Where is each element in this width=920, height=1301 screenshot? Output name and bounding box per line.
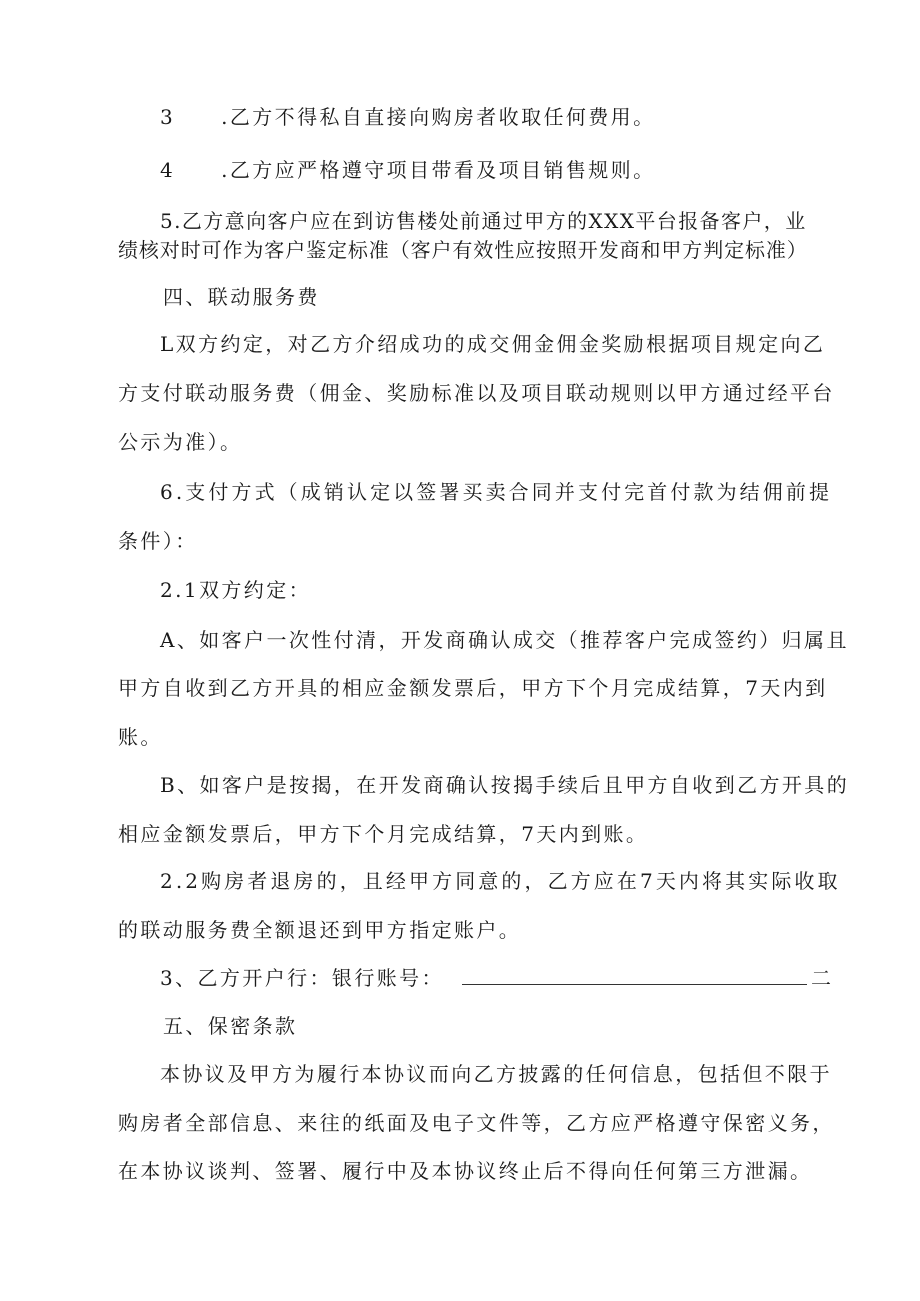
confidential-line-1: 本协议及甲方为履行本协议而向乙方披露的任何信息，包括但不限于 — [160, 1062, 832, 1086]
item-5-line-1: 5.乙方意向客户应在到访售楼处前通过甲方的XXX平台报备客户，业 — [160, 209, 807, 233]
clause-l-line-1: L双方约定，对乙方介绍成功的成交佣金佣金奖励根据项目规定向乙 — [160, 332, 826, 356]
section-4-title: 四、联动服务费 — [163, 285, 320, 309]
clause-l-line-3: 公示为准）。 — [118, 430, 243, 454]
clause-3-label: 3、乙方开户行：银行账号： — [160, 966, 444, 990]
clause-3-tail: 二 — [810, 966, 834, 990]
clause-b-line-1: B、如客户是按揭，在开发商确认按揭手续后且甲方自收到乙方开具的 — [160, 773, 850, 797]
item-3 — [160, 103, 655, 131]
clause-a-line-3: 账。 — [118, 725, 163, 749]
item-4-text: .乙方应严格遵守项目带看及项目销售规则。 — [221, 158, 656, 182]
account-blank-line[interactable] — [462, 966, 807, 985]
item-4-number: 4 — [160, 158, 176, 182]
clause-2-2-line-2: 的联动服务费全额退还到甲方指定账户。 — [118, 918, 522, 942]
clause-6-line-2: 条件）： — [118, 529, 198, 553]
clause-3 — [160, 964, 833, 992]
section-5-title: 五、保密条款 — [163, 1014, 298, 1038]
item-4 — [160, 156, 655, 184]
confidential-line-2: 购房者全部信息、来往的纸面及电子文件等，乙方应严格遵守保密义务， — [118, 1111, 835, 1135]
clause-2-1-title: 2.1双方约定： — [160, 578, 312, 602]
clause-6-line-1: 6.支付方式（成销认定以签署买卖合同并支付完首付款为结佣前提 — [160, 480, 833, 504]
clause-b-line-2: 相应金额发票后，甲方下个月完成结算，7天内到账。 — [118, 822, 649, 846]
item-3-text: .乙方不得私自直接向购房者收取任何费用。 — [221, 105, 656, 129]
clause-l-line-2: 方支付联动服务费（佣金、奖励标准以及项目联动规则以甲方通过经平台 — [118, 381, 835, 405]
item-3-number: 3 — [160, 105, 176, 129]
item-5-line-2: 绩核对时可作为客户鉴定标准（客户有效性应按照开发商和甲方判定标准） — [118, 238, 808, 262]
clause-2-2-line-1: 2.2购房者退房的，且经甲方同意的，乙方应在7天内将其实际收取 — [160, 869, 841, 893]
clause-a-line-1: A、如客户一次性付清，开发商确认成交（推荐客户完成签约）归属且 — [160, 628, 849, 652]
confidential-line-3: 在本协议谈判、签署、履行中及本协议终止后不得向任何第三方泄漏。 — [118, 1159, 813, 1183]
clause-a-line-2: 甲方自收到乙方开具的相应金额发票后，甲方下个月完成结算，7天内到 — [118, 676, 828, 700]
